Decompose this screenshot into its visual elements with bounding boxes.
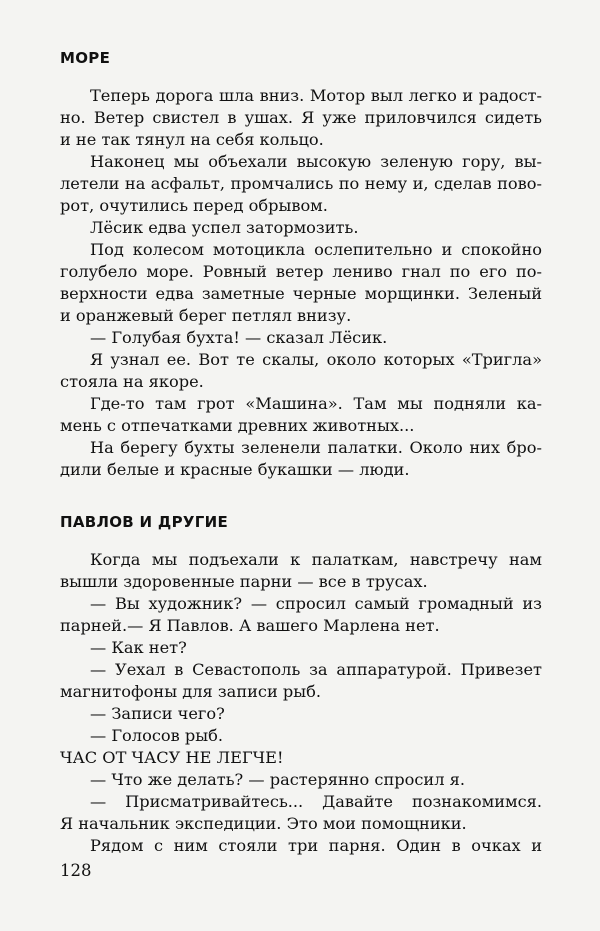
text-line: мень с отпечатками древних животных... — [60, 416, 415, 435]
text-line: и не так тянул на себя кольцо. — [60, 130, 324, 149]
text-line: Лёсик едва успел затормозить. — [90, 218, 359, 237]
text-line: летели на асфальт, промчались по нему и, сделав пово- — [60, 174, 542, 193]
text-line: но. Ветер свистел в ушах. Я уже приловчился сидеть — [60, 108, 542, 127]
text-line: — Как нет? — [90, 638, 187, 657]
text-line: — Голубая бухта! — сказал Лёсик. — [90, 328, 388, 347]
text-line: Когда мы подъехали к палаткам, навстречу нам — [90, 550, 542, 569]
text-line: Где-то там грот «Машина». Там мы подняли ка- — [90, 394, 542, 413]
text-line: ЧАС ОТ ЧАСУ НЕ ЛЕГЧЕ! — [60, 748, 284, 767]
section-title-pavlov: ПАВЛОВ И ДРУГИЕ — [60, 513, 229, 531]
text-line: — Что же делать? — растерянно спросил я. — [90, 770, 465, 789]
text-line: магнитофоны для записи рыб. — [60, 682, 322, 701]
text-line: — Записи чего? — [90, 704, 225, 723]
text-line: Я начальник экспедиции. Это мои помощники. — [60, 814, 467, 833]
text-line: Теперь дорога шла вниз. Мотор выл легко и радост- — [90, 86, 542, 105]
text-line: Рядом с ним стояли три парня. Один в очках и — [90, 836, 542, 855]
text-line: — Голосов рыб. — [90, 726, 224, 745]
text-line: рот, очутились перед обрывом. — [60, 196, 328, 215]
text-line: — Вы художник? — спросил самый громадный из — [90, 594, 542, 613]
text-line: — Уехал в Севастополь за аппаратурой. Привезет — [90, 660, 542, 679]
text-line: и оранжевый берег петлял внизу. — [60, 306, 352, 325]
text-line: голубело море. Ровный ветер лениво гнал по его по- — [60, 262, 542, 281]
text-line: вышли здоровенные парни — все в трусах. — [60, 572, 428, 591]
text-line: — Присматривайтесь... Давайте познакомимся. — [90, 792, 542, 811]
text-line: На берегу бухты зеленели палатки. Около них бро- — [90, 438, 542, 457]
text-line: стояла на якоре. — [60, 372, 204, 391]
text-line: Наконец мы объехали высокую зеленую гору, вы- — [90, 152, 542, 171]
section-title-more: МОРЕ — [60, 49, 111, 67]
page-number: 128 — [60, 861, 92, 880]
text-line: Я узнал ее. Вот те скалы, около которых «Тригла» — [90, 350, 542, 369]
text-line: парней.— Я Павлов. А вашего Марлена нет. — [60, 616, 440, 635]
text-line: дили белые и красные букашки — люди. — [60, 460, 410, 479]
text-line: верхности едва заметные черные морщинки. Зеленый — [60, 284, 542, 303]
text-line: Под колесом мотоцикла ослепительно и спокойно — [90, 240, 542, 259]
